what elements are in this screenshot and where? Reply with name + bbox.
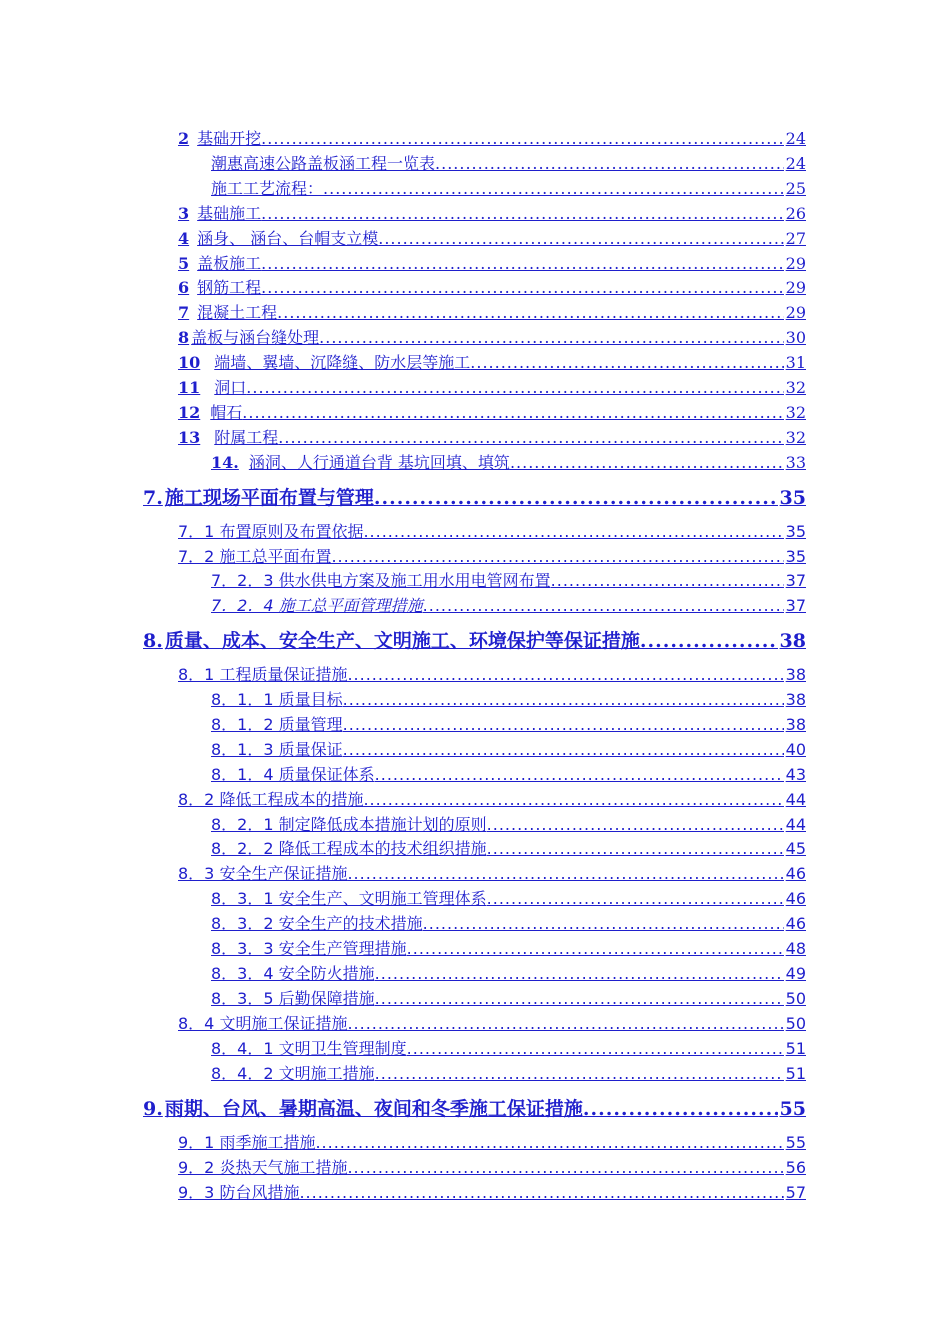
toc-entry-8-3-1[interactable] <box>211 886 806 908</box>
toc-entry-10[interactable] <box>178 350 806 372</box>
toc-entry-title: 8．2 降低工程成本的措施 <box>178 790 364 809</box>
toc-entry-number: 2 <box>178 129 190 148</box>
toc-entry-page: 44 <box>785 815 806 834</box>
toc-entry-title: 端墙、翼墙、沉降缝、防水层等施工 <box>214 353 471 372</box>
toc-entry-page: 25 <box>785 179 806 198</box>
dot-leader <box>261 204 783 223</box>
dot-leader <box>347 1014 783 1033</box>
dot-leader <box>363 522 783 541</box>
toc-entry-title: 7．2 施工总平面布置 <box>178 547 332 566</box>
toc-entry-page: 46 <box>785 889 806 908</box>
toc-entry-title: 施工工艺流程： <box>211 179 324 198</box>
toc-entry-title: 雨期、台风、暑期高温、夜间和冬季施工保证措施 <box>164 1098 583 1120</box>
toc-entry-9-2[interactable] <box>178 1155 806 1177</box>
toc-entry-7-2-3[interactable] <box>211 568 806 590</box>
toc-entry-title: 8．2．1 制定降低成本措施计划的原则 <box>211 815 487 834</box>
toc-entry-page: 24 <box>785 154 806 173</box>
toc-entry-page: 50 <box>785 1014 806 1033</box>
toc-entry-8-1-3[interactable] <box>211 737 806 759</box>
toc-entry-7[interactable] <box>178 300 806 322</box>
toc-entry-number: 7 <box>178 303 190 322</box>
dot-leader <box>323 179 784 198</box>
toc-entry-8[interactable] <box>178 325 806 347</box>
toc-entry-page: 46 <box>785 914 806 933</box>
toc-entry-title: 混凝土工程 <box>197 303 278 322</box>
toc-entry-14[interactable] <box>211 450 806 472</box>
dot-leader <box>551 571 784 590</box>
toc-entry-page: 32 <box>785 428 806 447</box>
toc-entry-number: 8 <box>178 328 190 347</box>
toc-entry-title: 8．3．5 后勤保障措施 <box>211 989 375 1008</box>
dot-leader <box>510 453 784 472</box>
toc-entry-3[interactable] <box>178 201 806 223</box>
toc-entry-page: 38 <box>785 665 806 684</box>
toc-entry-number: 11 <box>178 378 201 397</box>
toc-entry-page: 37 <box>785 596 806 615</box>
dot-leader <box>487 889 784 908</box>
dot-leader <box>374 487 778 509</box>
toc-entry-title: 基础施工 <box>197 204 262 223</box>
toc-entry-title: 施工现场平面布置与管理 <box>164 487 374 509</box>
toc-entry-9-3[interactable] <box>178 1180 806 1202</box>
toc-entry-title: 洞口 <box>214 378 247 397</box>
toc-entry-8-3-3[interactable] <box>211 936 806 958</box>
dot-leader <box>315 1133 783 1152</box>
dot-leader <box>407 939 784 958</box>
toc-entry-title: 8．3．4 安全防火措施 <box>211 964 375 983</box>
toc-entry-12[interactable] <box>178 400 806 422</box>
toc-entry-title: 帽石 <box>210 403 243 422</box>
dot-leader <box>363 790 783 809</box>
toc-entry-page: 29 <box>785 278 806 297</box>
toc-entry-page: 46 <box>785 864 806 883</box>
dot-leader <box>343 715 784 734</box>
toc-entry-page: 29 <box>785 254 806 273</box>
toc-entry-8-4[interactable] <box>178 1011 806 1033</box>
toc-entry-title: 8．4．1 文明卫生管理制度 <box>211 1039 407 1058</box>
dot-leader <box>640 630 778 652</box>
toc-entry-page: 38 <box>779 630 806 652</box>
toc-entry-8-1-4[interactable] <box>211 762 806 784</box>
toc-entry-page: 44 <box>785 790 806 809</box>
dot-leader <box>347 665 783 684</box>
toc-entry-page: 56 <box>785 1158 806 1177</box>
dot-leader <box>487 815 784 834</box>
toc-entry-number: 14. <box>211 453 239 472</box>
dot-leader <box>331 547 783 566</box>
toc-entry-title: 基础开挖 <box>197 129 262 148</box>
toc-entry-title: 盖板与涵台缝处理 <box>191 328 320 347</box>
toc-entry-title: 9．3 防台风措施 <box>178 1183 300 1202</box>
toc-entry-title: 8．4 文明施工保证措施 <box>178 1014 348 1033</box>
dot-leader <box>378 229 783 248</box>
toc-entry-9-1[interactable] <box>178 1130 806 1152</box>
toc-entry-13[interactable] <box>178 425 806 447</box>
toc-entry-8-2-1[interactable] <box>211 812 806 834</box>
toc-entry-page: 27 <box>785 229 806 248</box>
toc-entry-page: 40 <box>785 740 806 759</box>
toc-entry-number: 13 <box>178 428 201 447</box>
toc-entry-title: 8．3．2 安全生产的技术措施 <box>211 914 423 933</box>
toc-entry-number: 10 <box>178 353 201 372</box>
toc-entry-page: 29 <box>785 303 806 322</box>
toc-entry-8-4-1[interactable] <box>211 1036 806 1058</box>
toc-entry-title: 质量、成本、安全生产、文明施工、环境保护等保证措施 <box>164 630 640 652</box>
dot-leader <box>583 1098 778 1120</box>
toc-entry-number: 9. <box>143 1098 163 1120</box>
toc-entry-culvert-list[interactable] <box>211 151 806 173</box>
dot-leader <box>423 914 784 933</box>
dot-leader <box>347 1158 783 1177</box>
toc-entry-title: 7．2．4 施工总平面管理措施 <box>211 596 423 615</box>
toc-entry-title: 8．1．1 质量目标 <box>211 690 343 709</box>
toc-entry-title: 8．3 安全生产保证措施 <box>178 864 348 883</box>
toc-entry-page: 43 <box>785 765 806 784</box>
toc-entry-page: 35 <box>779 487 806 509</box>
toc-entry-page: 32 <box>785 403 806 422</box>
toc-entry-title: 8．1．3 质量保证 <box>211 740 343 759</box>
toc-entry-number: 6 <box>178 278 190 297</box>
toc-entry-title: 9．2 炎热天气施工措施 <box>178 1158 348 1177</box>
toc-entry-title: 7．2．3 供水供电方案及施工用水用电管网布置 <box>211 571 551 590</box>
toc-entry-process-flow[interactable] <box>211 176 806 198</box>
toc-entry-page: 57 <box>785 1183 806 1202</box>
toc-entry-page: 55 <box>779 1098 806 1120</box>
toc-entry-page: 55 <box>785 1133 806 1152</box>
toc-entry-page: 33 <box>785 453 806 472</box>
toc-entry-page: 35 <box>785 522 806 541</box>
dot-leader <box>375 964 784 983</box>
toc-entry-title: 7．1 布置原则及布置依据 <box>178 522 364 541</box>
dot-leader <box>407 1039 784 1058</box>
dot-leader <box>375 765 784 784</box>
toc-chapter-8[interactable] <box>143 626 806 652</box>
dot-leader <box>261 278 783 297</box>
toc-entry-page: 51 <box>785 1064 806 1083</box>
dot-leader <box>299 1183 783 1202</box>
toc-entry-8-3-4[interactable] <box>211 961 806 983</box>
toc-entry-8-3[interactable] <box>178 861 806 883</box>
toc-entry-number: 3 <box>178 204 190 223</box>
toc-entry-page: 51 <box>785 1039 806 1058</box>
toc-entry-page: 35 <box>785 547 806 566</box>
toc-entry-4[interactable] <box>178 226 806 248</box>
toc-entry-title: 8．1．4 质量保证体系 <box>211 765 375 784</box>
toc-entry-11[interactable] <box>178 375 806 397</box>
toc-entry-number: 12 <box>178 403 201 422</box>
dot-leader <box>423 596 784 615</box>
toc-entry-8-4-2[interactable] <box>211 1061 806 1083</box>
dot-leader <box>435 154 784 173</box>
toc-entry-number: 8. <box>143 630 163 652</box>
toc-entry-page: 30 <box>785 328 806 347</box>
dot-leader <box>343 740 784 759</box>
toc-entry-title: 8．3．1 安全生产、文明施工管理体系 <box>211 889 487 908</box>
dot-leader <box>261 129 783 148</box>
toc-entry-title: 涵洞、人行通道台背 基坑回填、填筑 <box>248 453 510 472</box>
toc-entry-page: 31 <box>785 353 806 372</box>
toc-entry-page: 38 <box>785 690 806 709</box>
toc-entry-7-1[interactable] <box>178 519 806 541</box>
toc-entry-6[interactable] <box>178 275 806 297</box>
toc-entry-title: 8．3．3 安全生产管理措施 <box>211 939 407 958</box>
toc-entry-8-1[interactable] <box>178 662 806 684</box>
toc-entry-page: 45 <box>785 839 806 858</box>
toc-entry-page: 38 <box>785 715 806 734</box>
dot-leader <box>319 328 783 347</box>
dot-leader <box>261 254 783 273</box>
toc-entry-title: 潮惠高速公路盖板涵工程一览表 <box>211 154 436 173</box>
toc-entry-5[interactable] <box>178 251 806 273</box>
dot-leader <box>246 378 783 397</box>
dot-leader <box>277 303 783 322</box>
toc-entry-8-2-2[interactable] <box>211 836 806 858</box>
toc-entry-7-2-4[interactable] <box>211 593 806 615</box>
toc-entry-title: 8．4．2 文明施工措施 <box>211 1064 375 1083</box>
toc-entry-page: 26 <box>785 204 806 223</box>
toc-entry-number: 7. <box>143 487 163 509</box>
dot-leader <box>470 353 783 372</box>
toc-entry-2[interactable] <box>178 126 806 148</box>
toc-entry-page: 48 <box>785 939 806 958</box>
toc-entry-8-3-5[interactable] <box>211 986 806 1008</box>
toc-entry-title: 附属工程 <box>214 428 279 447</box>
toc-entry-number: 4 <box>178 229 190 248</box>
toc-entry-7-2[interactable] <box>178 544 806 566</box>
toc-entry-8-1-1[interactable] <box>211 687 806 709</box>
toc-entry-page: 49 <box>785 964 806 983</box>
dot-leader <box>343 690 784 709</box>
toc-entry-8-3-2[interactable] <box>211 911 806 933</box>
toc-entry-title: 涵身、 涵台、台帽支立模 <box>197 229 379 248</box>
toc-entry-page: 24 <box>785 129 806 148</box>
dot-leader <box>242 403 783 422</box>
toc-entry-title: 钢筋工程 <box>197 278 262 297</box>
dot-leader <box>375 989 784 1008</box>
toc-entry-page: 32 <box>785 378 806 397</box>
toc-entry-title: 8．1．2 质量管理 <box>211 715 343 734</box>
dot-leader <box>375 1064 784 1083</box>
toc-chapter-9[interactable] <box>143 1094 806 1120</box>
toc-entry-title: 9．1 雨季施工措施 <box>178 1133 316 1152</box>
toc-chapter-7[interactable] <box>143 483 806 509</box>
toc-entry-page: 50 <box>785 989 806 1008</box>
dot-leader <box>278 428 783 447</box>
toc-entry-title: 8．2．2 降低工程成本的技术组织措施 <box>211 839 487 858</box>
toc-entry-title: 8．1 工程质量保证措施 <box>178 665 348 684</box>
toc-entry-number: 5 <box>178 254 190 273</box>
toc-entry-title: 盖板施工 <box>197 254 262 273</box>
dot-leader <box>347 864 783 883</box>
toc-entry-8-2[interactable] <box>178 787 806 809</box>
toc-entry-8-1-2[interactable] <box>211 712 806 734</box>
toc-entry-page: 37 <box>785 571 806 590</box>
dot-leader <box>487 839 784 858</box>
